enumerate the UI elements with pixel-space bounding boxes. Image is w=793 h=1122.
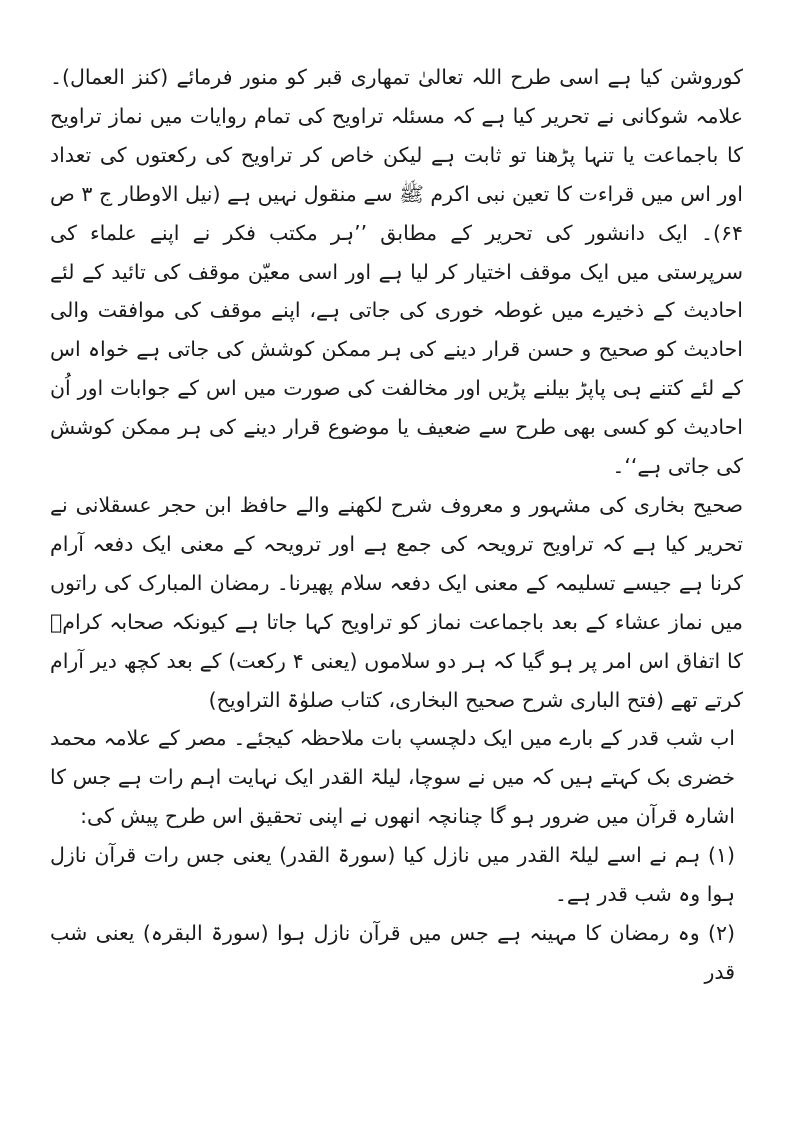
paragraph-3: اب شب قدر کے بارے میں ایک دلچسپ بات ملاحظہ کیجئے۔ مصر کے علامہ محمد خضری بک کہتے ہیں کہ میں نے سوچا، لیلۃ القدر ایک نہایت اہم رات ہے جس کا اشارہ قرآن میں ضرور ہو گا چنانچہ انھوں نے اپنی تحقیق اس طرح پیش کی:: [50, 726, 735, 829]
paragraph-4: (۱) ہم نے اسے لیلۃ القدر میں نازل کیا (سورۃ القدر) یعنی جس رات قرآن نازل ہوا وہ شب قدر ہے۔: [50, 843, 735, 907]
body-text: [50, 58, 743, 992]
paragraph-1: کوروشن کیا ہے اسی طرح اللہ تعالیٰ تمھاری قبر کو منور فرمائے (کنز العمال)۔ علامہ شوکانی نے تحریر کیا ہے کہ مسئلہ تراویح کی تمام روایات میں نماز تراویح کا باجماعت یا تنہا پڑھنا تو ثابت ہے لیکن خاص کر تراویح کی رکعتوں کی تعداد اور اس میں قراءت کا تعین نبی اکرم ﷺ سے منقول نہیں ہے (نیل الاوطار ج ۳ ص ۶۴)۔ ایک دانشور کی تحریر کے مطابق ’’ہر مکتب فکر نے اپنے علماء کی سرپرستی میں ایک موقف اختیار کر لیا ہے اور اسی معیّن موقف کی تائید کے لئے احادیث کے ذخیرے میں غوطہ خوری کی جاتی ہے، اپنے موقف کی موافقت والی احادیث کو صحیح و حسن قرار دینے کی ہر ممکن کوشش کی جاتی ہے خواہ اس کے لئے کتنے ہی پاپڑ بیلنے پڑیں اور مخالفت کی صورت میں اس کے جوابات اور اُن احادیث کو کسی بھی طرح سے ضعیف یا موضوع قرار دینے کی ہر ممکن کوشش کی جاتی ہے‘‘۔: [50, 65, 743, 479]
paragraph-5: (۲) وہ رمضان کا مہینہ ہے جس میں قرآن نازل ہوا (سورۃ البقرہ) یعنی شب قدر: [50, 920, 735, 984]
paragraph-2: صحیح بخاری کی مشہور و معروف شرح لکھنے والے حافظ ابن حجر عسقلانی نے تحریر کیا ہے کہ تراویح ترویحہ کی جمع ہے اور ترویحہ کے معنی ایک دفعہ آرام کرنا ہے جیسے تسلیمہ کے معنی ایک دفعہ سلام پھیرنا۔ رمضان المبارک کی راتوں میں نماز عشاء کے بعد باجماعت نماز کو تراویح کہا جاتا ہے کیونکہ صحابہ کرامؓ کا اتفاق اس امر پر ہو گیا کہ ہر دو سلاموں (یعنی ۴ رکعت) کے بعد کچھ دیر آرام کرتے تھے (فتح الباری شرح صحیح البخاری، کتاب صلوٰۃ التراویح): [50, 492, 743, 712]
